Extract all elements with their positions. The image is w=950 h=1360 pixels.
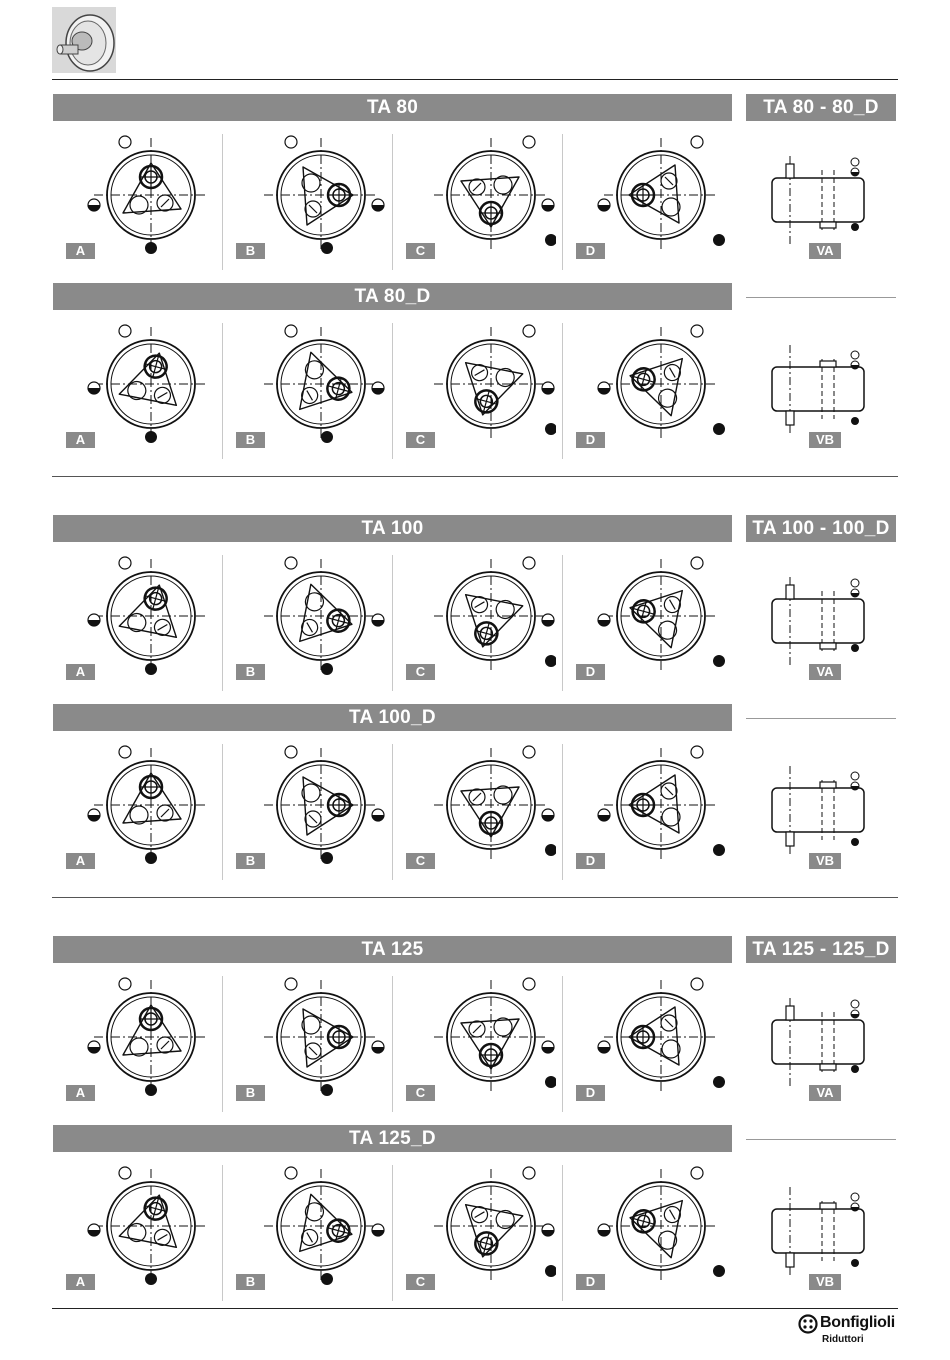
level-plug-icon [372,614,384,626]
column-divider [222,134,223,270]
side-view-label: VA [809,664,841,680]
flange-diagram [86,972,216,1102]
flange-diagram [426,972,556,1102]
vent-plug-icon [285,136,297,148]
column-divider [562,134,563,270]
level-plug-icon [88,809,100,821]
side-view-diagram [762,1181,882,1281]
level-plug-icon [598,809,610,821]
flange-diagram [256,740,386,870]
mounting-position-label: B [236,1274,265,1290]
flange-diagram [256,319,386,449]
drain-plug-icon [145,1273,157,1285]
block-title: TA 125 - 125_D [746,936,896,963]
vent-plug-icon [285,746,297,758]
column-divider [392,1165,393,1301]
drain-plug-icon [321,1084,333,1096]
side-view-diagram [762,992,882,1092]
mounting-position-label: D [576,1085,605,1101]
side-view-label: VB [809,432,841,448]
drain-plug-icon [321,431,333,443]
vent-plug-icon [119,136,131,148]
flange-diagram [426,740,556,870]
flange-diagram [256,130,386,260]
level-plug-icon [88,382,100,394]
column-divider [392,744,393,880]
drain-plug-icon [145,431,157,443]
mounting-position-label: B [236,664,265,680]
flange-diagram [426,1161,556,1291]
side-view-label: VA [809,243,841,259]
flange-diagram [426,319,556,449]
drain-plug-icon [145,663,157,675]
level-plug-icon [598,199,610,211]
level-plug-icon [88,1224,100,1236]
vent-plug-icon [691,557,703,569]
mounting-position-label: B [236,432,265,448]
brand-logo [798,1313,908,1353]
brand-subtitle: Riduttori [822,1334,864,1345]
level-plug-icon [372,382,384,394]
column-divider [222,555,223,691]
vent-plug-icon [285,1167,297,1179]
vent-plug-icon [691,746,703,758]
mounting-position-label: B [236,853,265,869]
flange-diagram [86,130,216,260]
column-divider [392,555,393,691]
flange-diagram [596,1161,726,1291]
drain-plug-icon [321,663,333,675]
drain-plug-icon [545,844,556,856]
vent-plug-icon [523,746,535,758]
column-divider [222,1165,223,1301]
side-view-diagram [762,150,882,250]
vent-plug-icon [119,1167,131,1179]
flange-diagram [596,740,726,870]
row-title: TA 100_D [53,704,732,731]
block-title: TA 80 - 80_D [746,94,896,121]
drain-plug-icon [713,423,725,435]
mounting-position-label: D [576,432,605,448]
column-divider [392,323,393,459]
bonfiglioli-logo-icon [798,1314,818,1334]
column-divider [222,744,223,880]
drain-plug-icon [145,1084,157,1096]
vent-plug-icon [119,325,131,337]
mounting-position-label: B [236,1085,265,1101]
level-plug-icon [598,1041,610,1053]
drain-plug-icon [321,1273,333,1285]
drain-plug-icon [545,423,556,435]
vent-plug-icon [523,978,535,990]
vent-plug-icon [119,557,131,569]
drain-plug-icon [145,242,157,254]
mounting-position-label: A [66,853,95,869]
mounting-position-label: A [66,1085,95,1101]
column-divider [392,976,393,1112]
vent-plug-icon [523,136,535,148]
vent-plug-icon [523,557,535,569]
drain-plug-icon [545,655,556,667]
level-plug-icon [542,1041,554,1053]
vent-plug-icon [523,1167,535,1179]
column-divider [392,134,393,270]
drain-plug-icon [713,234,725,246]
level-plug-icon [88,1041,100,1053]
mounting-position-label: C [406,853,435,869]
drain-plug-icon [713,655,725,667]
level-plug-icon [372,199,384,211]
vent-plug-icon [691,978,703,990]
flange-diagram [426,130,556,260]
drain-plug-icon [713,1265,725,1277]
mounting-position-label: D [576,243,605,259]
row-title: TA 100 [53,515,732,542]
mounting-position-label: C [406,243,435,259]
vent-plug-icon [285,978,297,990]
side-view-label: VB [809,853,841,869]
column-divider [222,976,223,1112]
level-plug-icon [542,809,554,821]
row-title: TA 125_D [53,1125,732,1152]
column-divider [562,1165,563,1301]
block-title: TA 100 - 100_D [746,515,896,542]
vent-plug-icon [285,325,297,337]
level-plug-icon [372,1041,384,1053]
row-title: TA 80_D [53,283,732,310]
drain-plug-icon [321,852,333,864]
mounting-position-label: C [406,1274,435,1290]
footer-divider [52,1308,898,1309]
mounting-position-label: A [66,432,95,448]
level-plug-icon [372,809,384,821]
flange-diagram [256,1161,386,1291]
level-plug-icon [598,382,610,394]
mounting-position-label: A [66,664,95,680]
flange-diagram [426,551,556,681]
row-divider [746,297,896,298]
vent-plug-icon [119,746,131,758]
column-divider [562,555,563,691]
row-divider [746,718,896,719]
mounting-position-label: D [576,1274,605,1290]
level-plug-icon [598,614,610,626]
flange-diagram [86,551,216,681]
flange-diagram [256,551,386,681]
flange-diagram [596,319,726,449]
mounting-position-label: D [576,664,605,680]
section-divider [52,897,898,898]
vent-plug-icon [691,136,703,148]
row-title: TA 80 [53,94,732,121]
drain-plug-icon [545,234,556,246]
flange-diagram [86,1161,216,1291]
drain-plug-icon [321,242,333,254]
vent-plug-icon [523,325,535,337]
column-divider [562,744,563,880]
gearbox-thumbnail-icon [52,7,116,73]
brand-name: Bonfiglioli [820,1314,895,1331]
flange-diagram [596,972,726,1102]
mounting-position-label: B [236,243,265,259]
level-plug-icon [372,1224,384,1236]
section-divider [52,476,898,477]
drain-plug-icon [545,1076,556,1088]
mounting-position-label: C [406,664,435,680]
level-plug-icon [542,199,554,211]
level-plug-icon [88,199,100,211]
drain-plug-icon [713,1076,725,1088]
flange-diagram [596,551,726,681]
flange-diagram [256,972,386,1102]
level-plug-icon [542,614,554,626]
level-plug-icon [542,1224,554,1236]
drain-plug-icon [145,852,157,864]
mounting-position-label: C [406,432,435,448]
side-view-diagram [762,339,882,439]
side-view-label: VB [809,1274,841,1290]
mounting-position-label: D [576,853,605,869]
side-view-diagram [762,571,882,671]
flange-diagram [86,740,216,870]
vent-plug-icon [691,325,703,337]
row-title: TA 125 [53,936,732,963]
row-divider [746,1139,896,1140]
vent-plug-icon [119,978,131,990]
side-view-label: VA [809,1085,841,1101]
mounting-position-label: A [66,243,95,259]
vent-plug-icon [691,1167,703,1179]
mounting-position-label: A [66,1274,95,1290]
column-divider [562,976,563,1112]
header-divider [52,79,898,80]
level-plug-icon [88,614,100,626]
vent-plug-icon [285,557,297,569]
level-plug-icon [542,382,554,394]
flange-diagram [596,130,726,260]
mounting-position-label: C [406,1085,435,1101]
level-plug-icon [598,1224,610,1236]
drain-plug-icon [545,1265,556,1277]
drain-plug-icon [713,844,725,856]
column-divider [222,323,223,459]
side-view-diagram [762,760,882,860]
flange-diagram [86,319,216,449]
column-divider [562,323,563,459]
